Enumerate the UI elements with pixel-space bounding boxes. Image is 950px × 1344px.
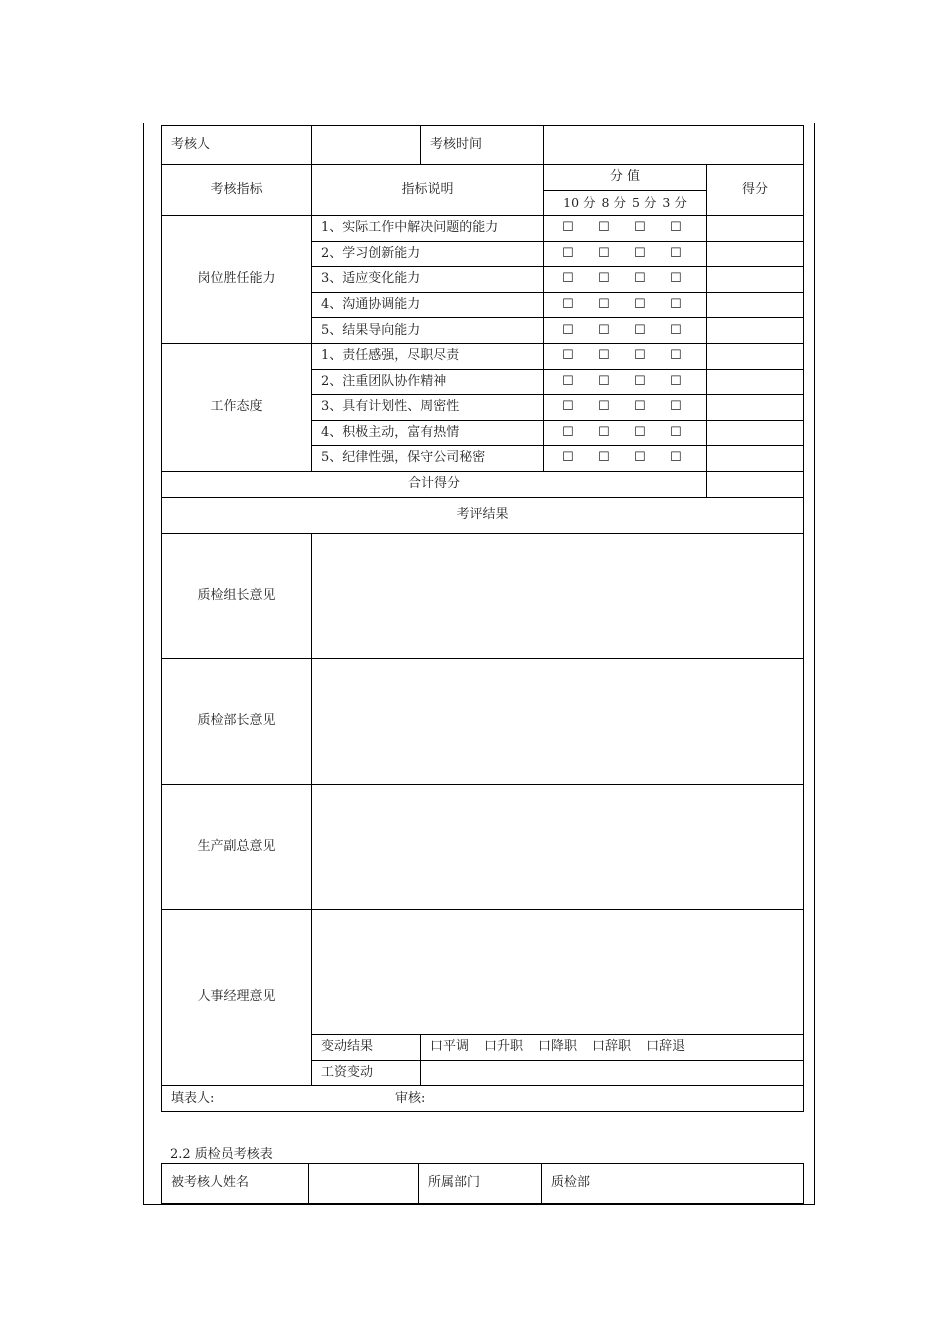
score-checkboxes [544, 395, 707, 421]
indicator-item: 3、具有计划性、周密性 [312, 395, 544, 421]
checkbox[interactable]: ☐ [670, 271, 682, 287]
checkbox[interactable]: ☐ [562, 296, 574, 312]
checkbox[interactable]: ☐ [598, 322, 610, 338]
checkbox[interactable]: ☐ [634, 399, 646, 415]
opinion-label: 质检部长意见 [162, 659, 312, 784]
indicator-item: 2、注重团队协作精神 [312, 369, 544, 395]
score-checkboxes [544, 267, 707, 293]
salary-change-field[interactable] [421, 1060, 804, 1086]
filler-label: 填表人: [171, 1090, 215, 1106]
time-label: 考核时间 [421, 126, 544, 165]
assessor-field[interactable] [312, 126, 421, 165]
checkbox[interactable]: ☐ [598, 399, 610, 415]
assessor-label: 考核人 [162, 126, 312, 165]
indicator-item: 5、纪律性强，保守公司秘密 [312, 446, 544, 472]
checkbox[interactable]: ☐ [670, 220, 682, 236]
score-option: 8 分 [601, 195, 626, 211]
indicator-item: 1、实际工作中解决问题的能力 [312, 216, 544, 242]
score-field[interactable] [707, 241, 804, 267]
review-label: 审核: [395, 1090, 426, 1106]
score-checkboxes [544, 446, 707, 472]
checkbox[interactable]: ☐ [634, 220, 646, 236]
inspector-table [161, 1163, 804, 1204]
score-checkboxes [544, 292, 707, 318]
indicator-item: 2、学习创新能力 [312, 241, 544, 267]
name-label: 被考核人姓名 [162, 1164, 309, 1204]
checkbox[interactable]: ☐ [670, 296, 682, 312]
opinion-label: 生产副总意见 [162, 784, 312, 909]
score-header: 得分 [707, 165, 804, 216]
checkbox[interactable]: ☐ [598, 450, 610, 466]
indicator-header: 考核指标 [162, 165, 312, 216]
checkbox[interactable]: ☐ [634, 348, 646, 364]
score-checkboxes [544, 241, 707, 267]
name-field[interactable] [309, 1164, 419, 1204]
section-caption: 2.2 质检员考核表 [170, 1147, 273, 1162]
score-field[interactable] [707, 420, 804, 446]
score-field[interactable] [707, 216, 804, 242]
checkbox[interactable]: ☐ [562, 322, 574, 338]
checkbox[interactable]: ☐ [598, 373, 610, 389]
opinion-label: 质检组长意见 [162, 533, 312, 658]
checkbox[interactable]: ☐ [634, 271, 646, 287]
total-label: 合计得分 [162, 471, 707, 497]
checkbox[interactable]: ☐ [670, 245, 682, 261]
indicator-item: 3、适应变化能力 [312, 267, 544, 293]
dept-value: 质检部 [542, 1164, 804, 1204]
checkbox[interactable]: ☐ [562, 245, 574, 261]
total-score-field[interactable] [707, 471, 804, 497]
score-checkboxes [544, 369, 707, 395]
score-checkboxes [544, 343, 707, 369]
indicator-item: 4、积极主动，富有热情 [312, 420, 544, 446]
score-checkboxes [544, 216, 707, 242]
score-field[interactable] [707, 446, 804, 472]
change-result-label: 变动结果 [312, 1035, 421, 1061]
checkbox[interactable]: ☐ [670, 399, 682, 415]
score-option: 10 分 [563, 195, 596, 211]
checkbox[interactable]: ☐ [634, 296, 646, 312]
checkbox[interactable]: ☐ [562, 373, 574, 389]
checkbox[interactable]: ☐ [598, 348, 610, 364]
time-field[interactable] [544, 126, 804, 165]
checkbox[interactable]: ☐ [634, 450, 646, 466]
checkbox[interactable]: ☐ [634, 424, 646, 440]
opinion-field[interactable] [312, 909, 804, 1034]
opinion-field[interactable] [312, 784, 804, 909]
checkbox[interactable]: ☐ [598, 245, 610, 261]
indicator-item: 1、责任感强，尽职尽责 [312, 343, 544, 369]
change-option[interactable]: 口降职 [538, 1039, 578, 1055]
checkbox[interactable]: ☐ [598, 424, 610, 440]
checkbox[interactable]: ☐ [634, 373, 646, 389]
score-field[interactable] [707, 267, 804, 293]
change-option[interactable]: 口辞退 [646, 1039, 686, 1055]
checkbox[interactable]: ☐ [562, 424, 574, 440]
score-field[interactable] [707, 292, 804, 318]
indicator-item: 4、沟通协调能力 [312, 292, 544, 318]
salary-change-label: 工资变动 [312, 1060, 421, 1086]
checkbox[interactable]: ☐ [670, 424, 682, 440]
checkbox[interactable]: ☐ [598, 220, 610, 236]
score-option: 3 分 [662, 195, 687, 211]
dept-label: 所属部门 [419, 1164, 542, 1204]
section-name: 工作态度 [162, 343, 312, 471]
score-checkboxes [544, 318, 707, 344]
score-field[interactable] [707, 318, 804, 344]
checkbox[interactable]: ☐ [562, 348, 574, 364]
checkbox[interactable]: ☐ [598, 271, 610, 287]
indicator-item: 5、结果导向能力 [312, 318, 544, 344]
section-name: 岗位胜任能力 [162, 216, 312, 344]
footer-row [162, 1086, 804, 1112]
checkbox[interactable]: ☐ [562, 271, 574, 287]
checkbox[interactable]: ☐ [670, 322, 682, 338]
checkbox[interactable]: ☐ [634, 322, 646, 338]
review-title: 考评结果 [162, 497, 804, 533]
score-option: 5 分 [631, 195, 657, 211]
description-header: 指标说明 [312, 165, 544, 216]
main-table [161, 125, 804, 1112]
score-field[interactable] [707, 369, 804, 395]
score-value-header: 分 值 [544, 165, 707, 191]
change-option[interactable]: 口平调 [430, 1039, 470, 1055]
opinion-field[interactable] [312, 533, 804, 658]
checkbox[interactable]: ☐ [598, 296, 610, 312]
change-options [421, 1035, 804, 1061]
change-option[interactable]: 口辞职 [592, 1039, 632, 1055]
score-field[interactable] [707, 343, 804, 369]
opinion-field[interactable] [312, 659, 804, 784]
checkbox[interactable]: ☐ [670, 450, 682, 466]
checkbox[interactable]: ☐ [562, 399, 574, 415]
change-option[interactable]: 口升职 [484, 1039, 524, 1055]
checkbox[interactable]: ☐ [634, 245, 646, 261]
score-checkboxes [544, 420, 707, 446]
checkbox[interactable]: ☐ [670, 373, 682, 389]
score-field[interactable] [707, 395, 804, 421]
checkbox[interactable]: ☐ [562, 450, 574, 466]
checkbox[interactable]: ☐ [562, 220, 574, 236]
opinion-label: 人事经理意见 [162, 909, 312, 1085]
score-options [544, 191, 707, 216]
checkbox[interactable]: ☐ [670, 348, 682, 364]
